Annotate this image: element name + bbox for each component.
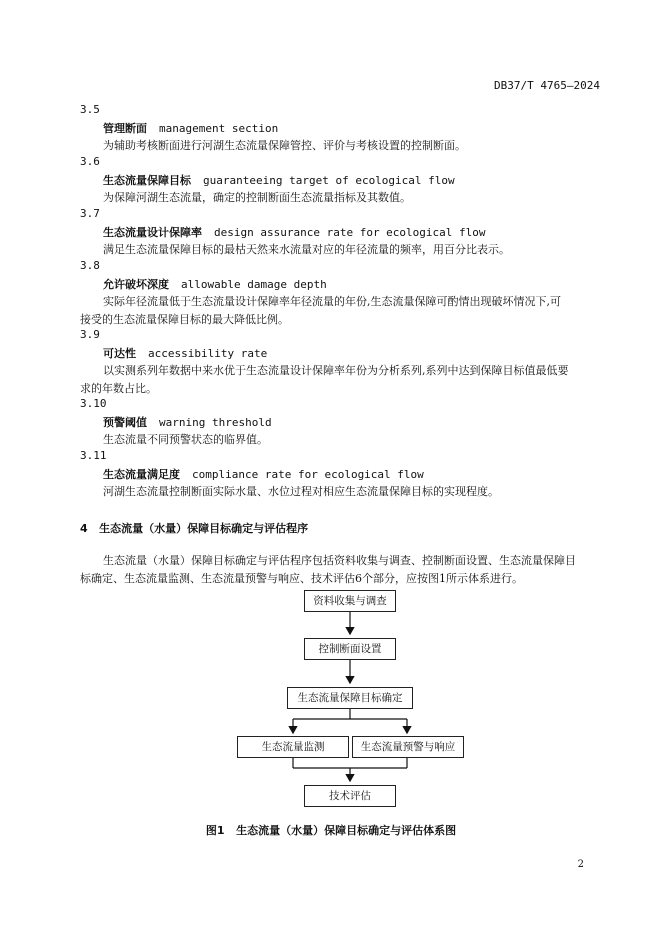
term-en: management section [159, 122, 279, 135]
term-number: 3.5 [80, 103, 100, 116]
term-zh: 管理断面 [103, 122, 147, 135]
flow-step-target-determination: 生态流量保障目标确定 [287, 687, 413, 709]
term-zh: 允许破坏深度 [103, 278, 169, 291]
term-definition: 满足生态流量保障目标的最枯天然来水流量对应的年径流量的频率，用百分比表示。 [103, 243, 510, 256]
term-en: warning threshold [159, 416, 272, 429]
flow-step-technical-assessment: 技术评估 [304, 785, 396, 807]
term-definition: 为辅助考核断面进行河湖生态流量保障管控、评价与考核设置的控制断面。 [103, 139, 466, 152]
term-zh: 可达性 [103, 347, 136, 360]
term-definition-line: 接受的生态流量保障目标的最大降低比例。 [80, 313, 289, 326]
term-en: compliance rate for ecological flow [192, 468, 424, 481]
term-definition-line: 以实测系列年数据中来水优于生态流量设计保障率年份为分析系列,系列中达到保障目标值最低要 [103, 364, 569, 377]
term-number: 3.7 [80, 207, 100, 220]
term-zh: 预警阈值 [103, 416, 147, 429]
term-en: allowable damage depth [181, 278, 327, 291]
document-id: DB37/T 4765—2024 [494, 79, 600, 92]
term-definition: 为保障河湖生态流量，确定的控制断面生态流量指标及其数值。 [103, 191, 411, 204]
flow-step-data-collection: 资料收集与调查 [304, 590, 396, 612]
term-number: 3.6 [80, 155, 100, 168]
term-zh: 生态流量保障目标 [103, 174, 191, 187]
term-definition: 生态流量不同预警状态的临界值。 [103, 433, 268, 446]
paragraph-line: 标确定、生态流量监测、生态流量预警与响应、技术评估6个部分，应按图1所示体系进行。 [80, 572, 523, 585]
term-definition: 河湖生态流量控制断面实际水量、水位过程对相应生态流量保障目标的实现程度。 [103, 485, 499, 498]
term-zh: 生态流量设计保障率 [103, 226, 202, 239]
term-en: accessibility rate [148, 347, 268, 360]
term-zh: 生态流量满足度 [103, 468, 180, 481]
section-heading: 4 生态流量（水量）保障目标确定与评估程序 [80, 522, 309, 535]
term-number: 3.8 [80, 259, 100, 272]
term-number: 3.11 [80, 449, 107, 462]
term-en: guaranteeing target of ecological flow [203, 174, 455, 187]
flow-step-warning-response: 生态流量预警与响应 [352, 736, 464, 758]
term-definition-line: 实际年径流量低于生态流量设计保障率年径流量的年份,生态流量保障可酌情出现破坏情况下,可 [103, 295, 561, 308]
flow-step-section-setup: 控制断面设置 [304, 638, 396, 660]
paragraph-line: 生态流量（水量）保障目标确定与评估程序包括资料收集与调查、控制断面设置、生态流量保障目 [103, 554, 576, 567]
term-number: 3.10 [80, 397, 107, 410]
page-number: 2 [577, 859, 584, 870]
term-en: design assurance rate for ecological flow [214, 226, 486, 239]
term-number: 3.9 [80, 328, 100, 341]
term-definition-line: 求的年数占比。 [80, 382, 157, 395]
flow-step-monitoring: 生态流量监测 [237, 736, 349, 758]
figure-caption: 图1 生态流量（水量）保障目标确定与评估体系图 [205, 824, 457, 837]
